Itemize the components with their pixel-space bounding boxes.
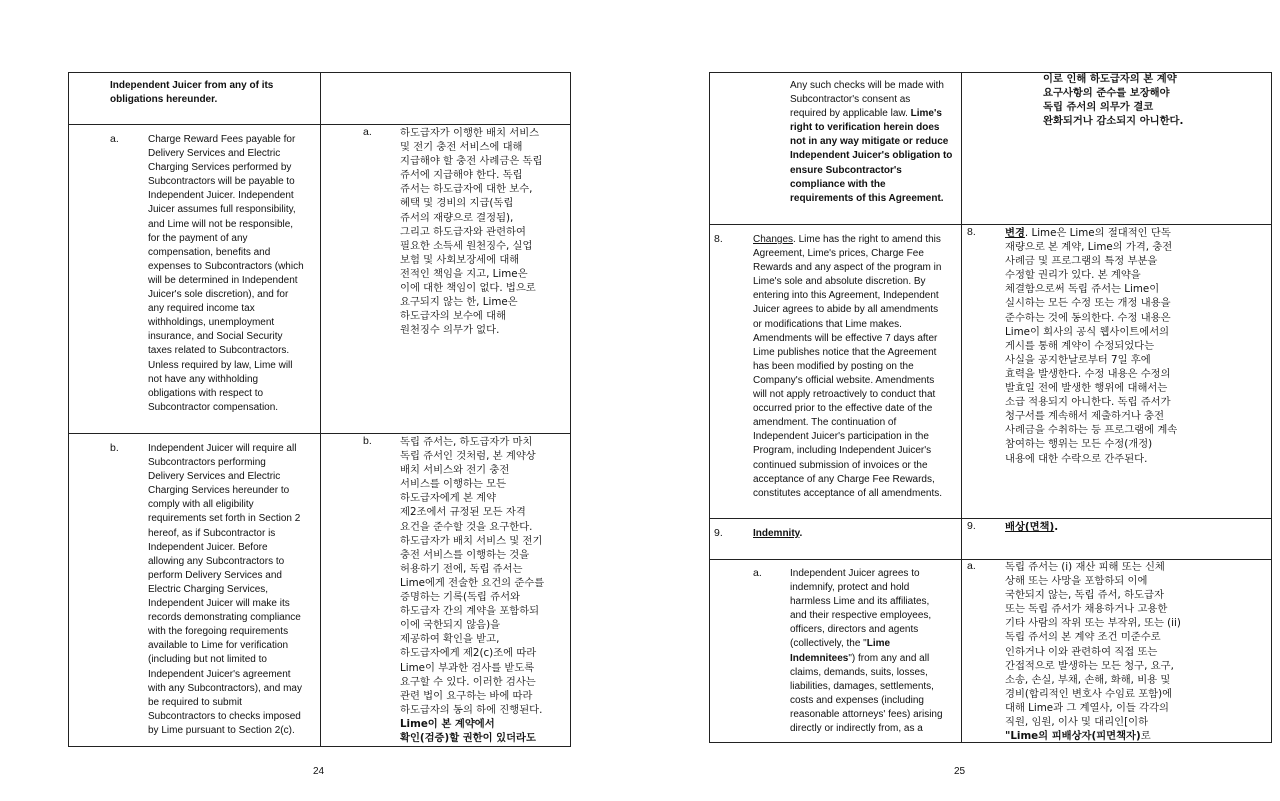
row-0-english-bold-inline: Lime's [910, 108, 942, 120]
page-number-left: 24 [313, 766, 325, 777]
section-9-english-title: Indemnity [753, 528, 800, 539]
row-0-english-text: Any such checks will be made with Subcontractor's consent as required by applicable law. Lime's right to verification herein does not in any way mitigate or reduce Independent Juicer's obligation to ensure Subcontractor's compliance with the requirements of this Agreement. [790, 79, 960, 206]
row-1-korean-text: 하도급자가 이행한 배치 서비스 및 전기 충전 서비스에 대해 지급해야 할 충전 사례금은 독립 쥬서에 지급해야 한다. 독립 쥬서는 하도급자에 대한 보수, 혜택 및 경비의 지급(독립 쥬서의 재량으로 결정됨), 그리고 하도급자와 관련하여 필요한 소득세 원천징수, 실업 보험 및 사회보장세에 대해 전적인 책임을 지고, Lime은 이에 대한 책임이 없다. 법으로 요구되지 않는 한, Lime은 하도급자의 보수에 대해 원천징수 의무가 없다. [400, 127, 543, 337]
section-9-korean-title: 배상(면책) [1005, 521, 1055, 533]
section-9-korean-number: 9. [967, 520, 976, 532]
row-2-korean-bold-text: Lime이 본 계약에서 확인(검증)할 권한이 있더라도 [400, 717, 536, 744]
section-9a-english-bold: Lime Indemnitees [790, 638, 891, 664]
row-0-english-bold-text: right to verification herein does not in any way mitigate or reduce Independent Juicer's obligation to ensure Subcontractor's compliance with the requirements of this Agreement. [790, 122, 953, 204]
section-8-korean-number: 8. [967, 226, 976, 238]
row-2-korean-text: 독립 쥬서는, 하도급자가 마치 독립 쥬서인 것처럼, 본 계약상 배치 서비스와 전기 충전 서비스를 이행하는 모든 하도급자에게 본 계약 제2조에서 규정된 모든 자격 요건을 준수할 것을 요구한다. 하도급자가 배치 서비스 및 전기 충전 서비스를 이행하는 것을 허용하기 전에, 독립 쥬서는 Lime에게 전술한 요건의 준수를 증명하는 기록(독립 쥬서와 하도급자 간의 계약을 포함하되 이에 국한되지 않음)을 제공하여 확인을 받고, 하도급자에게 제2(c)조에 따라 Lime이 부과한 검사를 받도록 요구할 수 있다. 이러한 검사는 관련 법이 요구하는 바에 따라 하도급자의 동의 하에 진행된다. Lime이 본 계약에서 확인(검증)할 권한이 있더라도 [400, 435, 572, 745]
row-2-english-text: Independent Juicer will require all Subcontractors performing Delivery Services and Electric Charging Services hereunder to comply with all eligibility requirements set forth in Section 2 hereof, as if Subcontractor is Independent Juicer. Before allowing any Subcontractors to perform Delivery Services and Electric Charging Services, Independent Juicer will make its records demonstrating compliance with the foregoing requirements available to Lime for verification (including but not limited to Independent Juicer's agreement with any Subcontractors), and may be required to submit Subcontractors to checks imposed by Lime pursuant to Section 2(c). [148, 443, 302, 736]
section-8-korean-text: 변경. Lime은 Lime의 절대적인 단독 재량으로 본 계약, Lime의 가격, 충전 사례금 및 프로그램의 특정 부분을 수정할 권리가 있다. 본 계약을 체결함으로써 독립 쥬서는 Lime이 실시하는 모든 수정 또는 개정 내용을 준수하는 것에 동의한다. 수정 내용은 Lime이 회사의 공식 웹사이트에서의 게시를 통해 계약이 수정되었다는 사실을 공지한날로부터 7일 후에 효력을 발생한다. 수정 내용은 수정의 발효일 전에 발생한 행위에 대해서는 소급 적용되지 아니한다. 독립 쥬서가 청구서를 계속해서 제출하거나 충전 사례금을 수취하는 등 프로그램에 계속 참여하는 행위는 모든 수정(개정) 내용에 대한 수락으로 간주된다. [1005, 227, 1178, 465]
section-9a-korean-text: 독립 쥬서는 (i) 재산 피해 또는 신체 상해 또는 사망을 포함하되 이에 국한되지 않는, 독립 쥬서, 하도급자 또는 독립 쥬서가 채용하거나 고용한 기타 사람의 작위 또는 부작위, 또는 (ii) 독립 쥬서의 본 계약 조건 미준수로 인하거나 이와 관련하여 직접 또는 간접적으로 발생하는 모든 청구, 요구, 소송, 손실, 부채, 손해, 화해, 비용 및 경비(합리적인 변호사 수임료 포함)에 대해 Lime과 그 계열사, 이들 각각의 직원, 임원, 이사 및 대리인[이하 "Lime의 피배상자(피면책자)로 [1005, 561, 1181, 743]
row-divider [69, 433, 570, 434]
bilingual-table-right [709, 72, 1272, 743]
row-0-english-text: Independent Juicer from any of its obligations hereunder. [110, 80, 274, 106]
section-9a-korean-label: a. [967, 560, 976, 572]
column-divider [961, 73, 962, 742]
section-9a-english-text: Independent Juicer agrees to indemnify, protect and hold harmless Lime and its affiliates, and their respective employees, officers, directors and agents (collectively, the "Lime Indemnitees") from any and all claims, demands, suits, losses, liabilities, damages, settlements, costs and expenses (including reasonable attorneys' fees) arising directly or indirectly from, as a [790, 568, 943, 735]
row-1-english-text: Charge Reward Fees payable for Delivery Services and Electric Charging Services performed by Subcontractors will be payable to Independent Juicer. Independent Juicer assumes full responsibility, and Lime will not be responsible, for the payment of any compensation, benefits and expenses to Subcontractors (which will be determined in Independent Juicer's sole discretion), and for any required income tax withholdings, unemployment insurance, and Social Security taxes related to Subcontractors. Unless required by law, Lime will not have any withholding obligations with respect to Subcontractor compensation. [148, 134, 304, 413]
row-1-english-label: a. [110, 133, 119, 145]
section-9a-english-label: a. [753, 567, 762, 579]
section-9-english-heading: Indemnity. [753, 528, 803, 539]
page-number-right: 25 [954, 766, 966, 777]
row-0-korean-text: 이로 인해 하도급자의 본 계약 요구사항의 준수를 보장해야 독립 쥬서의 의무가 결코 완화되거나 감소되지 아니한다. [1043, 73, 1184, 128]
section-8-english-text: Changes. Lime has the right to amend this Agreement, Lime's prices, Charge Fee Rewards and any aspect of the program in Lime's sole and absolute discretion. By entering into this Agreement, Independent Juicer agrees to abide by all amendments or modifications that Lime makes. Amendments will be effective 7 days after Lime publishes notice that the Agreement has been modified by posting on the Company's official website. Amendments will not apply retroactively to conduct that occurred prior to the effective date of the amendment. The continuation of Independent Juicer's participation in the Program, including Independent Juicer's continued submission of invoices or the acceptance of any Charge Fee Rewards, constitutes acceptance of all amendments. [753, 234, 942, 499]
section-9-english-number: 9. [714, 527, 723, 539]
row-2-korean-label: b. [363, 435, 372, 447]
document-page-right [640, 0, 1280, 801]
bilingual-table-left [68, 72, 571, 747]
row-1-korean-label: a. [363, 126, 372, 138]
row-divider [69, 124, 570, 125]
section-8-english-number: 8. [714, 233, 723, 245]
column-divider [320, 73, 321, 746]
section-8-english-title: Changes [753, 234, 794, 245]
row-2-english-label: b. [110, 442, 119, 454]
section-8-korean-title: 변경 [1005, 227, 1025, 239]
section-9a-korean-bold: "Lime의 피배상자(피면책자) [1005, 730, 1141, 743]
row-divider [710, 224, 1271, 225]
section-9-korean-heading: 배상(면책). [1005, 521, 1059, 533]
row-divider [710, 518, 1271, 519]
